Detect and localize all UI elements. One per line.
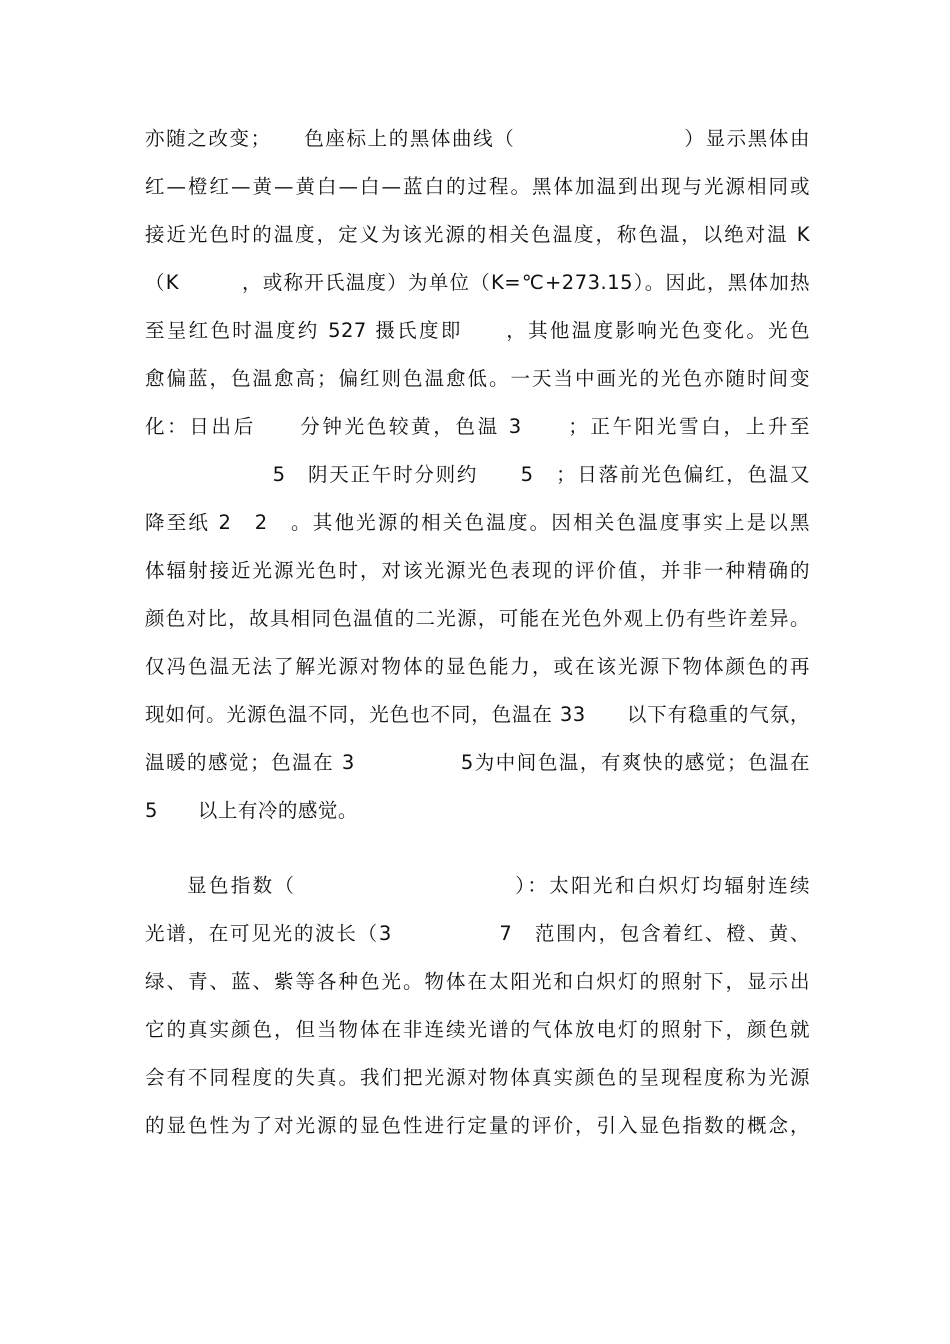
text-line: 5 阴天正午时分则约 5 ；日落前光色偏红，色温又 xyxy=(145,463,810,486)
text-line: 它的真实颜色，但当物体在非连续光谱的气体放电灯的照射下，颜色就 xyxy=(145,1018,810,1041)
text-line: 显色指数（ ）：太阳光和白炽灯均辐射连续 xyxy=(187,874,810,897)
text-line: 光谱，在可见光的波长（3 7 范围内，包含着红、橙、黄、 xyxy=(145,922,810,945)
text-line: 愈偏蓝，色温愈高；偏红则色温愈低。一天当中画光的光色亦随时间变 xyxy=(145,367,810,390)
text-line: 5 以上有冷的感觉。 xyxy=(145,799,358,822)
text-line: 红—橙红—黄—黄白—白—蓝白的过程。黑体加温到出现与光源相同或 xyxy=(145,175,810,198)
text-line: 至呈红色时温度约 527 摄氏度即 ，其他温度影响光色变化。光色 xyxy=(145,319,810,342)
text-line: 现如何。光源色温不同，光色也不同，色温在 33 以下有稳重的气氛， xyxy=(145,703,810,726)
text-line: 绿、青、蓝、紫等各种色光。物体在太阳光和白炽灯的照射下，显示出 xyxy=(145,970,810,993)
text-line: 会有不同程度的失真。我们把光源对物体真实颜色的呈现程度称为光源 xyxy=(145,1066,810,1089)
text-line: 的显色性为了对光源的显色性进行定量的评价，引入显色指数的概念， xyxy=(145,1114,810,1137)
text-line: 温暖的感觉；色温在 3 5为中间色温，有爽快的感觉；色温在 xyxy=(145,751,810,774)
text-line: 体辐射接近光源光色时，对该光源光色表现的评价值，并非一种精确的 xyxy=(145,559,810,582)
text-line: 化：日出后 分钟光色较黄，色温 3 ；正午阳光雪白，上升至 xyxy=(145,415,810,438)
text-line: （K ，或称开氏温度）为单位（K=℃+273.15）。因此，黑体加热 xyxy=(145,271,810,294)
text-line: 仅冯色温无法了解光源对物体的显色能力，或在该光源下物体颜色的再 xyxy=(145,655,810,678)
text-line: 降至纸 2 2 。其他光源的相关色温度。因相关色温度事实上是以黑 xyxy=(145,511,810,534)
text-line: 接近光色时的温度，定义为该光源的相关色温度，称色温，以绝对温 K xyxy=(145,223,810,246)
text-line: 颜色对比，故具相同色温值的二光源，可能在光色外观上仍有些许差异。 xyxy=(145,607,810,630)
text-line: 亦随之改变； 色座标上的黑体曲线（ ）显示黑体由 xyxy=(145,127,810,150)
